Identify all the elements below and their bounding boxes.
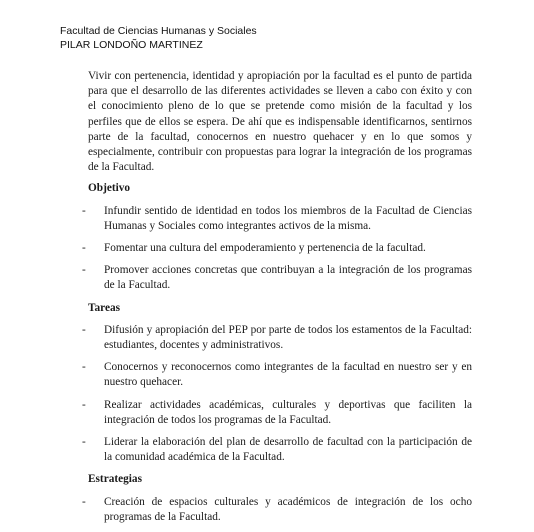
list-item (82, 204, 472, 234)
tareas-list (82, 323, 472, 466)
dash-bullet: - (82, 495, 86, 508)
section-tareas (82, 301, 472, 466)
document-header (60, 24, 257, 52)
list-item (82, 241, 472, 256)
list-item (82, 495, 472, 525)
list-item (82, 360, 472, 390)
section-objetivo (82, 181, 472, 293)
section-heading-objetivo: Objetivo (88, 182, 131, 195)
list-item (82, 398, 472, 428)
faculty-name: Facultad de Ciencias Humanas y Sociales (60, 25, 257, 37)
list-item-text: Infundir sentido de identidad en todos los miembros de la Facultad de Ciencias Humanas y Sociales como integrantes activos de la misma. (104, 204, 472, 232)
list-item (82, 323, 472, 353)
dash-bullet: - (82, 264, 86, 277)
list-item-text: Liderar la elaboración del plan de desarrollo de facultad con la participación de la comunidad académica de la Facultad. (104, 436, 472, 464)
objetivo-list (82, 204, 472, 294)
dash-bullet: - (82, 436, 86, 449)
dash-bullet: - (82, 242, 86, 255)
dash-bullet: - (82, 323, 86, 336)
section-estrategias (82, 472, 472, 525)
list-item-text: Realizar actividades académicas, culturales y deportivas que faciliten la integración de todos los programas de la Facultad. (104, 398, 472, 426)
section-heading-estrategias: Estrategias (88, 473, 142, 486)
list-item (82, 435, 472, 465)
author-name: PILAR LONDOÑO MARTINEZ (60, 39, 203, 51)
list-item (82, 263, 472, 293)
dash-bullet: - (82, 204, 86, 217)
list-item-text: Promover acciones concretas que contribuyan a la integración de los programas de la Facultad. (104, 264, 472, 292)
list-item-text: Conocernos y reconocernos como integrantes de la facultad en nuestro ser y en nuestro quehacer. (104, 361, 472, 389)
list-item-text: Fomentar una cultura del empoderamiento y pertenencia de la facultad. (104, 242, 426, 255)
list-item-text: Creación de espacios culturales y académicos de integración de los ocho programas de la Facultad. (104, 495, 472, 523)
list-item-text: Difusión y apropiación del PEP por parte de todos los estamentos de la Facultad: estudiantes, docentes y administrativos. (104, 323, 472, 352)
estrategias-list (82, 495, 472, 525)
intro-paragraph: Vivir con pertenencia, identidad y apropiación por la facultad es el punto de partida para que el desarrollo de las diferentes actividades se lleven a cabo con éxito y con el conocimiento pleno de lo que se pretende como misión de la facultad y los perfiles que de ellos se espera. De ahí que es indispensable identificarnos, sentirnos parte de la facultad, conocernos en nuestro quehacer y en lo que somos y especialmente, contribuir con propuestas para lograr la integración de los programas de la Facultad. (88, 70, 472, 174)
dash-bullet: - (82, 361, 86, 374)
section-heading-tareas: Tareas (88, 301, 121, 314)
dash-bullet: - (82, 398, 86, 411)
document-body (82, 69, 472, 532)
